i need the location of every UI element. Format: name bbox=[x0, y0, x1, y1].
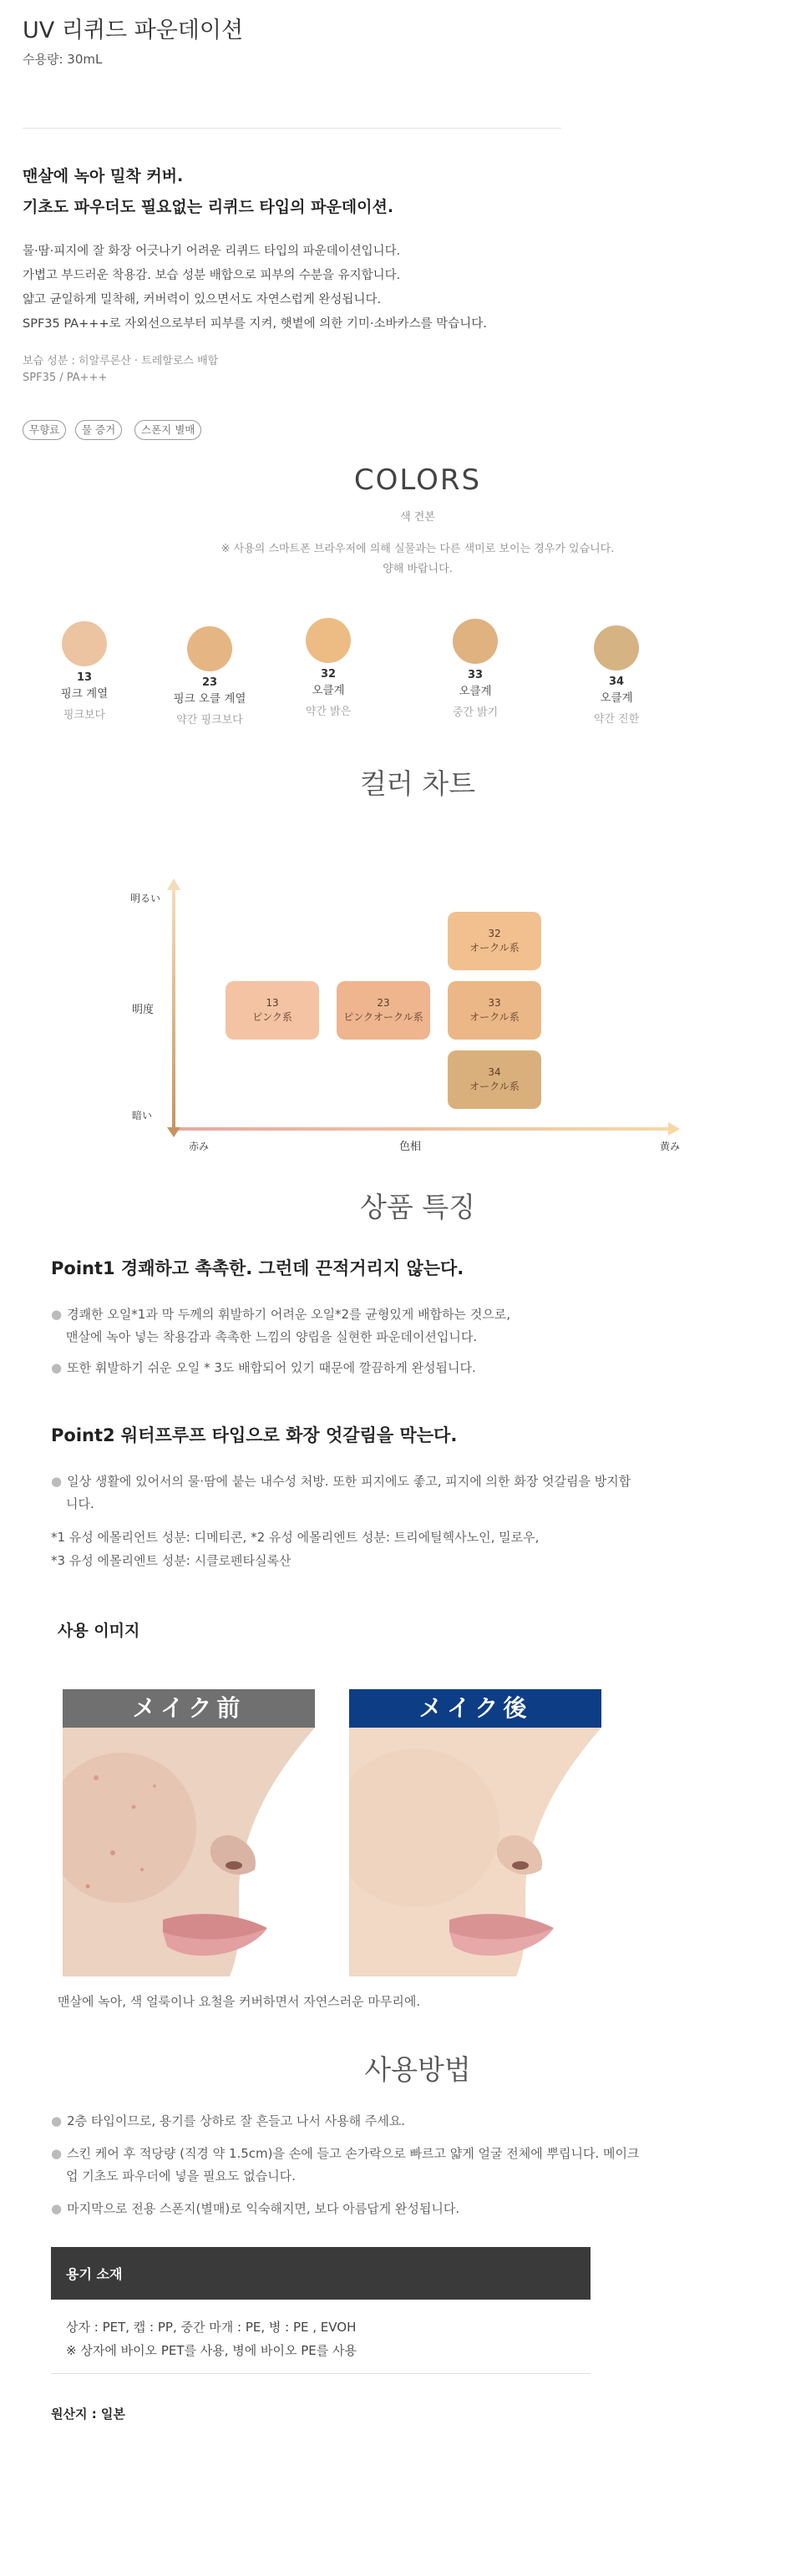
description-line: 물·땀·피지에 잘 화장 어긋나기 어려운 리퀴드 타입의 파운데이션입니다. bbox=[23, 245, 401, 258]
how-to-bullet: ● 2층 타입이므로, 용기를 상하로 잘 흔들고 나서 사용해 주세요. bbox=[51, 2113, 406, 2128]
swatch-name: 핑크 오클 계열 bbox=[173, 692, 246, 706]
swatch-circle bbox=[306, 618, 351, 663]
chart-cell-label: オークル系 bbox=[469, 1081, 520, 1092]
swatch-subtitle: 약간 핑크보다 bbox=[176, 714, 243, 726]
x-left-label: 赤み bbox=[189, 1141, 210, 1152]
swatch-name: 오클계 bbox=[459, 685, 492, 698]
features-title: 상품 특징 bbox=[359, 1191, 475, 1223]
material-line: ※ 상자에 바이오 PET를 사용, 병에 바이오 PE를 사용 bbox=[66, 2343, 357, 2358]
chart-cell bbox=[448, 981, 541, 1040]
chart-cell-label: ピンク系 bbox=[252, 1011, 292, 1023]
tag-badge: 물 증거 bbox=[75, 420, 122, 440]
chart-cell-label: オークル系 bbox=[469, 942, 520, 954]
product-title: UV 리퀴드 파운데이션 bbox=[23, 18, 244, 43]
colors-note: 양해 바랍니다. bbox=[383, 563, 453, 575]
swatch-code: 23 bbox=[201, 676, 218, 689]
product-volume: 수용량: 30mL bbox=[23, 52, 103, 67]
chart-cell-code: 33 bbox=[488, 997, 501, 1009]
material-body bbox=[51, 2300, 591, 2374]
divider bbox=[23, 128, 561, 129]
ingredients: 보습 성분 : 히알루론산 · 트레할로스 배합 bbox=[23, 355, 219, 367]
before-photo bbox=[63, 1728, 315, 1976]
headline-2: 기초도 파우더도 필요없는 리퀴드 타입의 파운데이션. bbox=[23, 198, 394, 216]
y-axis-bar bbox=[172, 888, 175, 1131]
description-line: 가볍고 부드러운 착용감. 보습 성분 배합으로 피부의 수분을 유지합니다. bbox=[23, 269, 401, 282]
description-line: SPF35 PA+++로 자외선으로부터 피부를 지켜, 햇볕에 의한 기미·소바카스를 막습니다. bbox=[23, 317, 487, 331]
tag-badge: 스폰지 별매 bbox=[134, 420, 201, 440]
swatch-name: 오클계 bbox=[312, 684, 345, 697]
swatch-name: 오클계 bbox=[600, 691, 633, 705]
swatch-name: 핑크 계열 bbox=[60, 687, 109, 701]
x-axis-label: 色相 bbox=[398, 1141, 422, 1153]
spf-rating: SPF35 / PA+++ bbox=[23, 372, 108, 384]
chart-cell-label: ピンクオークル系 bbox=[343, 1011, 423, 1023]
colors-subtitle: 색 견본 bbox=[400, 511, 435, 524]
swatch-subtitle: 핑크보다 bbox=[63, 709, 106, 721]
chart-cell-code: 23 bbox=[377, 997, 390, 1009]
footnote: *1 유성 에몰리언트 성분: 디메티콘, *2 유성 에몰리엔트 성분: 트리에틸헥사노인, 밀로우, bbox=[51, 1530, 540, 1545]
description-line: 얇고 균일하게 밀착해, 커버력이 있으면서도 자연스럽게 완성됩니다. bbox=[23, 293, 382, 306]
material-line: 상자 : PET, 캡 : PP, 중간 마개 : PE, 병 : PE , EVOH bbox=[66, 2320, 357, 2335]
color-chart bbox=[109, 877, 710, 1169]
point1-bullet-cont: 맨살에 녹아 넣는 착용감과 촉촉한 느낌의 양립을 실현한 파운데이션입니다. bbox=[66, 1329, 478, 1344]
how-to-title: 사용방법 bbox=[364, 2053, 471, 2086]
y-bottom-label: 暗い bbox=[132, 1110, 153, 1121]
before-photo-panel bbox=[63, 1689, 315, 1976]
x-right-label: 黄み bbox=[660, 1141, 681, 1152]
swatch-item bbox=[558, 625, 675, 726]
usage-caption: 맨살에 녹아, 색 얼룩이나 요철을 커버하면서 자연스러운 마무리에. bbox=[58, 1994, 421, 2009]
chart-cell bbox=[448, 912, 541, 970]
usage-image-title: 사용 이미지 bbox=[58, 1622, 140, 1640]
chart-cell-label: オークル系 bbox=[469, 1011, 520, 1023]
after-photo bbox=[349, 1728, 601, 1976]
point1-bullet: ● 또한 휘발하기 쉬운 오일 * 3도 배합되어 있기 때문에 깔끔하게 완성됩니다. bbox=[51, 1360, 476, 1375]
chart-cell bbox=[226, 981, 319, 1040]
chart-cell-code: 34 bbox=[488, 1066, 501, 1078]
material-header: 용기 소재 bbox=[51, 2247, 591, 2300]
swatch-circle bbox=[62, 621, 107, 666]
point2-bullet: ● 일상 생활에 있어서의 물·땀에 붙는 내수성 처방. 또한 피지에도 좋고, 피지에 의한 화장 엇갈림을 방지합 bbox=[51, 1474, 631, 1489]
how-to-bullet-cont: 업 기초도 파우더에 넣을 필요도 없습니다. bbox=[66, 2169, 296, 2184]
footnote: *3 유성 에몰리엔트 성분: 시클로펜타실록산 bbox=[51, 1553, 292, 1568]
point1-title: Point1 경쾌하고 촉촉한. 그런데 끈적거리지 않는다. bbox=[51, 1258, 464, 1278]
colors-title: COLORS bbox=[353, 463, 482, 497]
how-to-bullet: ● 스킨 케어 후 적당량 (직경 약 1.5cm)을 손에 들고 손가락으로 빠르고 얇게 얼굴 전체에 뿌립니다. 메이크 bbox=[51, 2146, 640, 2161]
x-axis-arrow bbox=[668, 1122, 680, 1136]
chart-cell-code: 13 bbox=[266, 997, 279, 1009]
swatch-code: 13 bbox=[76, 671, 93, 684]
swatch-item bbox=[417, 619, 534, 719]
after-label: メイク後 bbox=[349, 1689, 601, 1728]
point2-bullet-cont: 니다. bbox=[66, 1496, 94, 1511]
chart-cell bbox=[448, 1050, 541, 1109]
swatch-code: 33 bbox=[467, 669, 484, 681]
chart-cell bbox=[337, 981, 430, 1040]
swatch-subtitle: 약간 진한 bbox=[593, 713, 640, 726]
swatch-circle bbox=[187, 626, 232, 671]
swatch-circle bbox=[594, 625, 639, 671]
axis-corner bbox=[167, 1127, 180, 1137]
after-photo-panel bbox=[349, 1689, 601, 1976]
how-to-bullet: ● 마지막으로 전용 스폰지(별매)로 익숙해지면, 보다 아름답게 완성됩니다. bbox=[51, 2201, 460, 2216]
swatch-item bbox=[26, 621, 143, 721]
origin: 원산지 : 일본 bbox=[51, 2406, 125, 2422]
y-top-label: 明るい bbox=[130, 893, 161, 904]
chart-cell-code: 32 bbox=[488, 928, 501, 939]
y-axis-arrow bbox=[167, 878, 180, 890]
x-axis-bar bbox=[177, 1127, 670, 1131]
before-label: メイク前 bbox=[63, 1689, 315, 1728]
colors-note: ※ 사용의 스마트폰 브라우저에 의해 실물과는 다른 색미로 보이는 경우가 있습니다. bbox=[221, 543, 615, 555]
tag-badge: 무향료 bbox=[23, 420, 66, 440]
swatch-subtitle: 약간 밝은 bbox=[305, 706, 352, 718]
swatch-circle bbox=[453, 619, 498, 664]
point1-bullet: ● 경쾌한 오일*1과 막 두께의 휘발하기 어려운 오일*2를 균형있게 배합하는 것으로, bbox=[51, 1307, 511, 1322]
swatch-subtitle: 중간 밝기 bbox=[452, 706, 499, 719]
headline-1: 맨살에 녹아 밀착 커버. bbox=[23, 167, 184, 185]
swatch-item bbox=[270, 618, 387, 718]
point2-title: Point2 워터프루프 타입으로 화장 엇갈림을 막는다. bbox=[51, 1425, 458, 1445]
swatch-code: 32 bbox=[320, 668, 337, 681]
y-axis-label: 明度 bbox=[132, 1004, 155, 1016]
swatch-code: 34 bbox=[608, 676, 625, 688]
swatch-item bbox=[151, 626, 268, 726]
chart-title: 컬러 차트 bbox=[359, 767, 475, 800]
